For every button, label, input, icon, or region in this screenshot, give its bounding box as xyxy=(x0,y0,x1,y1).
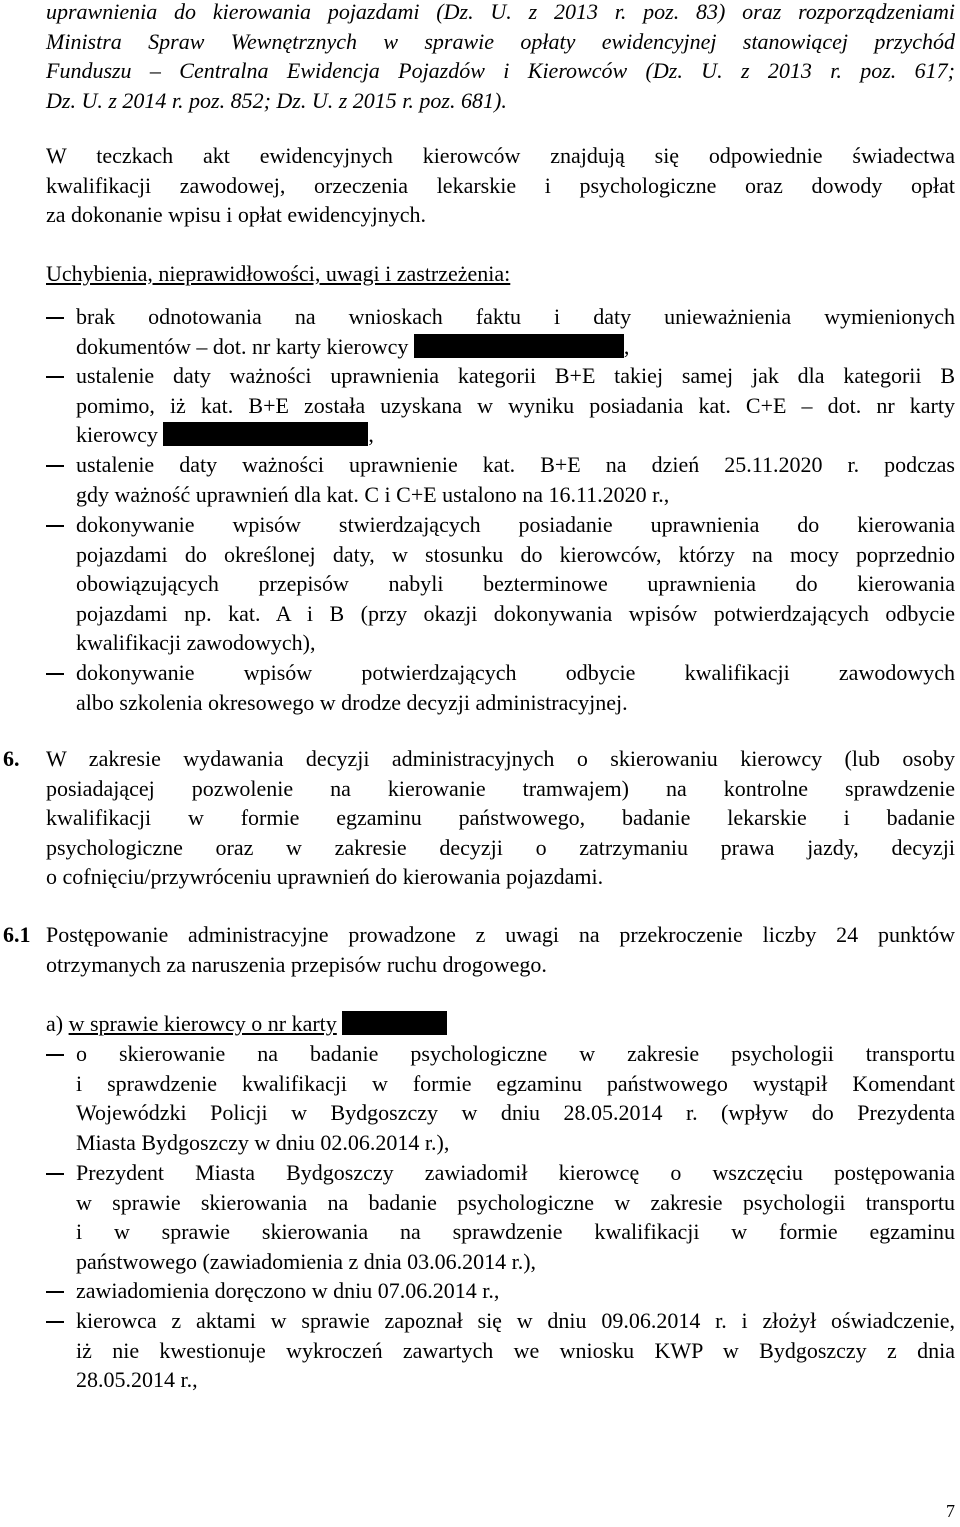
section-6-1-text xyxy=(46,920,955,979)
remark-line: dokonywanie wpisów potwierdzających odbycie kwalifikacji zawodowych xyxy=(76,660,955,685)
remarks-heading xyxy=(46,259,955,289)
procedure-line: kierowca z aktami w sprawie zapoznał się w dniu 09.06.2014 r. i złożył oświadczenie, xyxy=(76,1308,955,1333)
section-line: kwalifikacji w formie egzaminu państwowego, badanie lekarskie i badanie xyxy=(46,805,955,831)
section-line: psychologiczne oraz w zakresie decyzji o zatrzymaniu prawa jazdy, decyzji xyxy=(46,834,955,860)
section-line: o cofnięciu/przywróceniu uprawnień do kierowania pojazdami. xyxy=(46,864,604,890)
remark-line xyxy=(76,332,955,362)
intro-line: Dz. U. z 2014 r. poz. 852; Dz. U. z 2015 r. poz. 681). xyxy=(46,87,507,113)
remark-line: albo szkolenia okresowego w drodze decyzji administracyjnej. xyxy=(76,689,628,715)
remark-item xyxy=(46,658,955,717)
section-line: W zakresie wydawania decyzji administracyjnych o skierowaniu kierowcy (lub osoby xyxy=(46,746,955,771)
procedure-line: zawiadomienia doręczono w dniu 07.06.2014 r., xyxy=(76,1278,500,1303)
remark-line: gdy ważność uprawnień dla kat. C i C+E ustalono na 16.11.2020 r., xyxy=(76,481,670,507)
procedure-line: i sprawdzenie kwalifikacji w formie egzaminu państwowego wystąpił Komendant xyxy=(76,1070,955,1096)
remark-line: pojazdami np. kat. A i B (przy okazji dokonywania wpisów potwierdzających odbycie xyxy=(76,600,955,626)
remark-text: , xyxy=(368,422,374,448)
remark-text: dokumentów – dot. nr karty kierowcy xyxy=(76,333,409,359)
page-number: 7 xyxy=(946,1501,955,1521)
section-6-text xyxy=(46,744,955,892)
redaction-box xyxy=(163,422,368,446)
remark-line: pomimo, iż kat. B+E została uzyskana w wyniku posiadania kat. C+E – dot. nr karty xyxy=(76,392,955,418)
procedure-item xyxy=(46,1276,955,1306)
remark-line xyxy=(76,420,955,450)
procedure-item xyxy=(46,1306,955,1395)
procedure-line: w sprawie skierowania na badanie psychologiczne w zakresie psychologii transportu xyxy=(76,1189,955,1215)
intro-paragraph xyxy=(46,0,955,115)
intro-line: Ministra Spraw Wewnętrznych w sprawie opłaty ewidencyjnej stanowiącej przychód xyxy=(46,28,955,54)
remark-line: ustalenie daty ważności uprawnienia kategorii B+E takiej samej jak dla kategorii B xyxy=(76,363,955,388)
remark-line: pojazdami do określonej daty, w stosunku do kierowców, którzy na mocy poprzednio xyxy=(76,541,955,567)
remarks-heading-text: Uchybienia, nieprawidłowości, uwagi i zastrzeżenia: xyxy=(46,261,511,286)
procedure-line: Wojewódzki Policji w Bydgoszczy w dniu 28.05.2014 r. (wpływ do Prezydenta xyxy=(76,1100,955,1126)
paragraph-line: kwalifikacji zawodowej, orzeczenia lekarskie i psychologiczne oraz dowody opłat xyxy=(46,172,955,198)
redaction-box xyxy=(414,334,624,358)
procedure-line: i w sprawie skierowania na sprawdzenie kwalifikacji w formie egzaminu xyxy=(76,1219,955,1245)
item-a-text: w sprawie kierowcy o nr karty xyxy=(68,1011,337,1036)
remark-text: kierowcy xyxy=(76,422,158,448)
procedure-line: 28.05.2014 r., xyxy=(76,1367,198,1393)
intro-line: uprawnienia do kierowania pojazdami (Dz. U. z 2013 r. poz. 83) oraz rozporządzeniami xyxy=(46,0,955,24)
item-a-line xyxy=(46,1009,955,1039)
section-line: otrzymanych za naruszenia przepisów ruchu drogowego. xyxy=(46,951,547,977)
remark-line: kwalifikacji zawodowych), xyxy=(76,630,316,656)
remark-item xyxy=(46,510,955,658)
procedure-item xyxy=(46,1039,955,1157)
item-a xyxy=(46,1009,955,1039)
procedure-line: iż nie kwestionuje wykroczeń zawartych we wniosku KWP w Bydgoszczy z dnia xyxy=(76,1337,955,1363)
procedure-line: o skierowanie na badanie psychologiczne w zakresie psychologii transportu xyxy=(76,1041,955,1066)
procedure-line: państwowego (zawiadomienia z dnia 03.06.2014 r.), xyxy=(76,1248,537,1274)
remark-line: dokonywanie wpisów stwierdzających posiadanie uprawnienia do kierowania xyxy=(76,512,955,537)
files-paragraph xyxy=(46,141,955,230)
redaction-box xyxy=(342,1011,447,1035)
remark-text: , xyxy=(623,333,630,359)
remark-item xyxy=(46,302,955,361)
section-line: Postępowanie administracyjne prowadzone z uwagi na przekroczenie liczby 24 punktów xyxy=(46,922,955,947)
paragraph-line: W teczkach akt ewidencyjnych kierowców znajdują się odpowiednie świadectwa xyxy=(46,143,955,168)
section-line: posiadającej pozwolenie na kierowanie tramwajem) na kontrolne sprawdzenie xyxy=(46,775,955,801)
item-marker: a) xyxy=(46,1011,64,1036)
paragraph-line: za dokonanie wpisu i opłat ewidencyjnych. xyxy=(46,202,427,228)
remark-line: obowiązujących przepisów nabyli bezterminowe uprawnienia do kierowania xyxy=(76,571,955,597)
remark-line: ustalenie daty ważności uprawnienie kat. B+E na dzień 25.11.2020 r. podczas xyxy=(76,452,955,477)
section-number: 6.1 xyxy=(3,922,31,947)
section-number: 6. xyxy=(3,746,20,771)
procedure-item xyxy=(46,1158,955,1276)
remark-item xyxy=(46,450,955,509)
remark-line: brak odnotowania na wnioskach faktu i daty unieważnienia wymienionych xyxy=(76,304,955,329)
procedure-line: Miasta Bydgoszczy w dniu 02.06.2014 r.), xyxy=(76,1129,450,1155)
intro-line: Funduszu – Centralna Ewidencja Pojazdów i Kierowców (Dz. U. z 2013 r. poz. 617; xyxy=(46,58,955,84)
remark-item xyxy=(46,361,955,450)
procedure-line: Prezydent Miasta Bydgoszczy zawiadomił kierowcę o wszczęciu postępowania xyxy=(76,1160,955,1185)
